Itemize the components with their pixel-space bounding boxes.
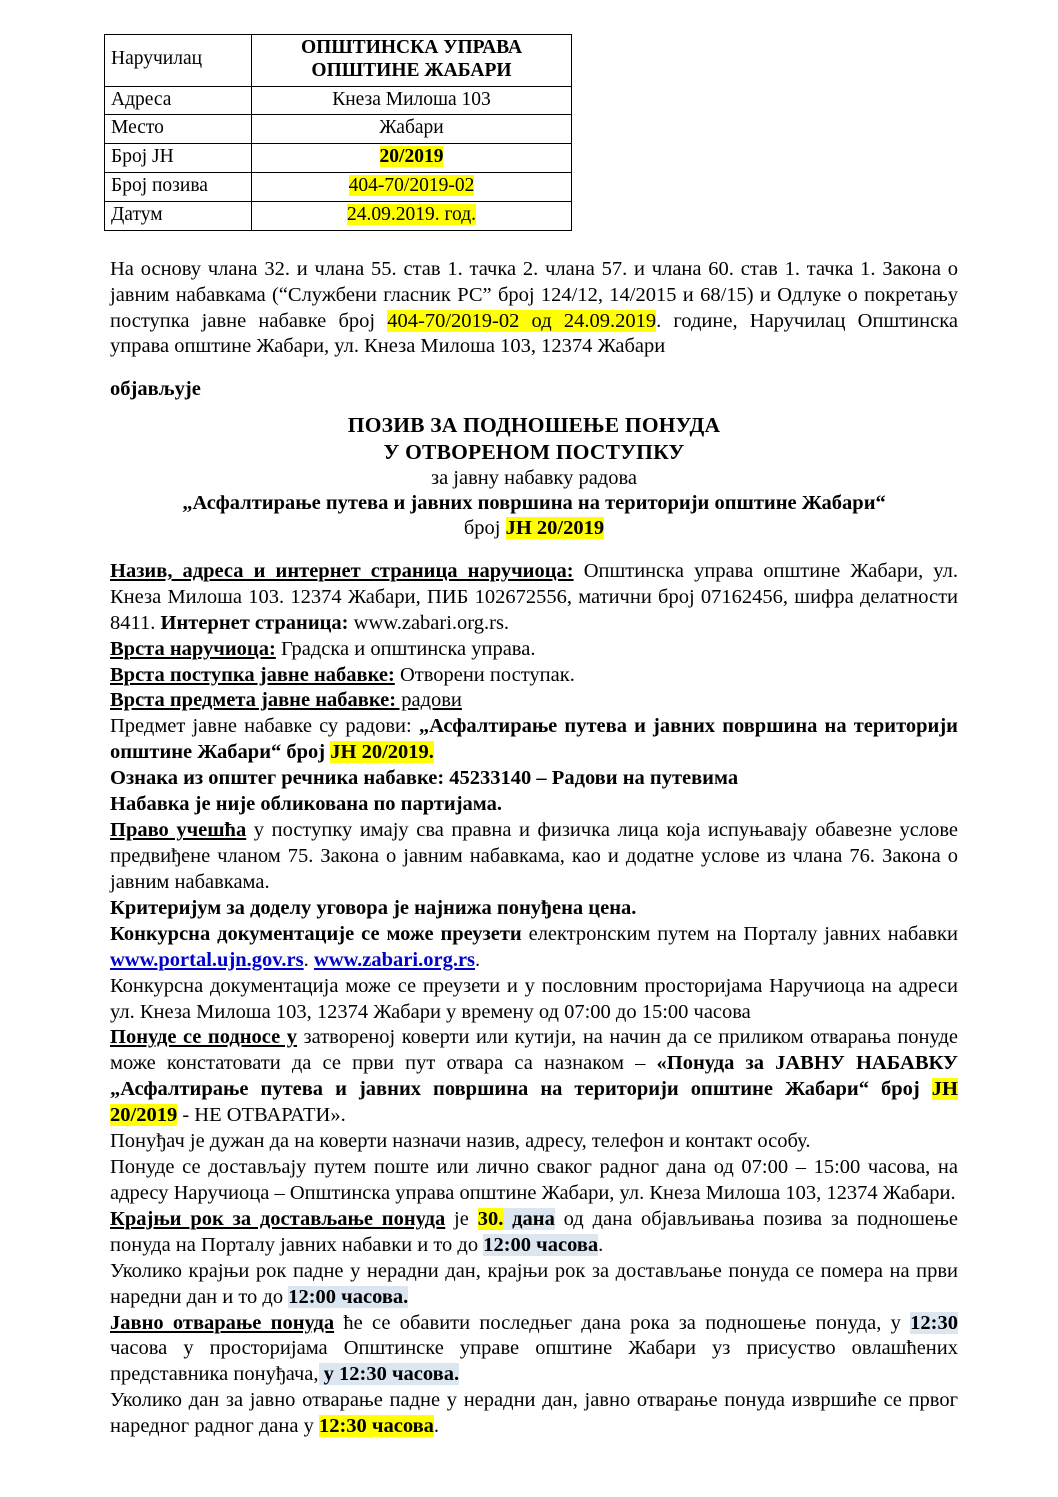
cell-value-datum <box>252 201 572 230</box>
label-ponude-se-podnose: Понуде се подносе у <box>110 1026 298 1049</box>
text-javno-otvaranje-2: часова у просторијама Општинске управе општине Жабари уз присуство овлашћених представника понуђача, <box>110 1337 958 1386</box>
notice-title-block <box>110 412 958 542</box>
text-konkursna-1: електронским путем на Порталу јавних набавки <box>521 922 958 945</box>
intro-text-part1: На основу члана 32. и члана 55. став 1. тачка 2. члана 57. и члана 60. став 1. тачка 1. Закона о јавним набавкама (“Службени гласник РС” број 124/12, 14/2015 и 68/15) и Одлуке о покретању поступка јавне набавке број <box>110 257 958 332</box>
text-ponude-envelope-label: «Понуда за ЈАВНУ НАБАВКУ „Асфалтирање путева и јавних површина на територији општине Жабари“ број <box>110 1052 958 1101</box>
label-vrsta-narucioca: Врста наручиоца: <box>110 637 276 660</box>
cell-label-mesto: Место <box>105 115 252 144</box>
section-neradni-dan-rok <box>110 1259 958 1311</box>
intro-text-part2: . године, Наручилац Општинска управа општине Жабари, ул. Кнеза Милоша 103, 12374 Жабари <box>110 309 958 358</box>
link-zabari-org[interactable]: www.zabari.org.rs <box>313 948 476 971</box>
text-predmet-prefix: Предмет јавне набавке су радови: <box>110 715 419 738</box>
text-konkursna-2: . <box>475 948 481 971</box>
label-javno-otvaranje: Јавно отварање понуда <box>110 1311 335 1334</box>
label-naziv-adresa: Назив, адреса и интернет страница наручиоца: <box>110 559 574 582</box>
text-krajnji-rok-2: од дана објављивања позива за подношење понуда на Порталу јавних набавки и то до <box>110 1207 959 1256</box>
section-vrsta-postupka <box>110 663 958 689</box>
highlight-ponude-jn-number: ЈН 20/2019 <box>110 1078 958 1127</box>
highlight-otvaranje-vreme-2: у 12:30 часова. <box>318 1363 460 1386</box>
text-internet-stranica: www.zabari.org.rs. <box>348 611 510 634</box>
text-vrsta-postupka: Отворени поступак. <box>394 663 575 686</box>
section-kriterijum: Критеријум за доделу уговора је најнижа понуђена цена. <box>110 896 637 919</box>
cell-label-broj-poziva: Број позива <box>105 173 252 202</box>
spacer <box>110 403 958 412</box>
cell-value-narucilac <box>252 35 572 87</box>
section-vrsta-narucioca <box>110 637 958 663</box>
text-javno-otvaranje-1: ће се обавити последњег дана рока за подношење понуда, у <box>334 1311 911 1334</box>
label-konkursna-dokumentacija: Конкурсна документације се може преузети <box>110 922 522 945</box>
narucilac-line-2: ОПШТИНЕ ЖАБАРИ <box>311 59 512 81</box>
cell-value-broj-poziva <box>252 173 572 202</box>
highlight-otvaranje-vreme-1: 12:30 <box>910 1311 958 1334</box>
title-number-highlight: ЈН 20/2019 <box>505 517 605 540</box>
text-predmet-name: „Асфалтирање путева и јавних површина на територији општине Жабари“ број <box>110 715 958 764</box>
title-line-4-procurement-name: „Асфалтирање путева и јавних површина на територији општине Жабари“ <box>182 492 886 515</box>
text-ponude-ne-otvarati: - НЕ ОТВАРАТИ». <box>177 1104 346 1127</box>
text-vrsta-predmeta: радови <box>396 689 462 712</box>
label-vrsta-postupka: Врста поступка јавне набавке: <box>110 663 395 686</box>
text-krajnji-rok-3: . <box>598 1233 604 1256</box>
text-naziv-adresa-1: Општинска управа општине Жабари, ул. Кнеза Милоша 103. 12374 Жабари, ПИБ 102672556, матични број 07162456, шифра делатности 8411. <box>110 559 958 634</box>
document-body <box>0 257 1058 1440</box>
cell-label-datum: Датум <box>105 201 252 230</box>
highlight-neradni-vreme: 12:00 часова. <box>288 1285 409 1308</box>
section-vrsta-predmeta <box>110 688 958 714</box>
highlight-javno-neradni-vreme: 12:30 часова <box>318 1415 434 1438</box>
text-vrsta-narucioca: Градска и општинска управа. <box>275 637 536 660</box>
spacer <box>110 360 958 377</box>
table-row <box>105 144 572 173</box>
highlight-predmet-number: ЈН 20/2019. <box>330 741 434 764</box>
text-ponude-1: затвореној коверти или кутији, на начин да се приликом отварања понуде може констатовати да се први пут отвара са назнаком – <box>110 1026 958 1075</box>
table-row <box>105 115 572 144</box>
spacer <box>110 542 958 559</box>
cell-value-mesto: Жабари <box>252 115 572 144</box>
title-line-5-number <box>110 516 958 541</box>
highlight-broj-poziva: 404-70/2019-02 <box>348 175 475 197</box>
table-row <box>105 86 572 115</box>
cell-label-adresa: Адреса <box>105 86 252 115</box>
table-row <box>105 35 572 87</box>
highlight-rok-vreme: 12:00 часова <box>483 1233 599 1256</box>
header-table-wrapper <box>0 0 1058 231</box>
section-konkursna-dokumentacija-online <box>110 922 958 974</box>
text-javno-neradni-1: Уколико дан за јавно отварање падне у нерадни дан, јавно отварање понуда извршиће се првог наредног радног дана у <box>110 1389 958 1438</box>
spacer <box>0 231 1058 257</box>
highlight-datum: 24.09.2019. год. <box>347 203 476 225</box>
highlight-rok-dana-word: дана <box>503 1207 555 1230</box>
section-ponudjac-koverta: Понуђач је дужан да на коверти назначи назив, адресу, телефон и контакт особу. <box>110 1130 811 1153</box>
label-pravo-ucesca: Право учешћа <box>110 819 247 842</box>
text-pravo-ucesca: у поступку имају сва правна и физичка лица која испуњавају обавезне услове предвиђене чланом 75. Закона о јавним набавкама, као и додатне услове из члана 76. Закона о јавним набавкама. <box>110 819 958 893</box>
intro-highlight-decision-number: 404-70/2019-02 од 24.09.2019 <box>387 309 657 332</box>
section-dostavljanje-ponuda: Понуде се достављају путем поште или лично сваког радног дана од 07:00 – 15:00 часова, на адресу Наручиоца – Општинска управа општине Жабари, ул. Кнеза Милоша 103, 12374 Жабари. <box>110 1156 958 1204</box>
section-javno-otvaranje-neradni <box>110 1388 958 1440</box>
section-konkursna-dokumentacija-office: Конкурсна документација може се преузети и у пословним просторијама Наручиоца на адреси ул. Кнеза Милоша 103, 12374 Жабари у времену од 07:00 до 15:00 часова <box>110 974 958 1023</box>
title-line-2: У ОТВОРЕНОМ ПОСТУПКУ <box>383 439 685 464</box>
section-pravo-ucesca <box>110 818 958 896</box>
section-oznaka-recnika: Ознака из општег речника набавке: 45233140 – Радови на путевима <box>110 767 739 790</box>
text-konkursna-sep: . <box>303 948 314 971</box>
link-portal-ujn[interactable]: www.portal.ujn.gov.rs <box>110 948 304 971</box>
cell-label-narucilac: Наручилац <box>105 35 252 87</box>
label-krajnji-rok: Крајњи рок за достављање понуда <box>110 1207 446 1230</box>
narucilac-line-1: ОПШТИНСКА УПРАВА <box>300 37 523 58</box>
section-ponude-se-podnose <box>110 1025 958 1129</box>
section-naziv-adresa <box>110 559 958 637</box>
highlight-broj-jn: 20/2019 <box>379 146 444 168</box>
text-javno-neradni-2: . <box>433 1415 440 1438</box>
title-line-1: ПОЗИВ ЗА ПОДНОШЕЊЕ ПОНУДА <box>347 413 721 438</box>
section-partije: Набавка је није обликована по партијама. <box>110 793 502 816</box>
cell-value-broj-jn <box>252 144 572 173</box>
table-row <box>105 201 572 230</box>
text-neradni-1: Уколико крајњи рок падне у нерадни дан, крајњи рок за достављање понуда се помера на први наредни дан и то до <box>110 1259 958 1308</box>
label-vrsta-predmeta: Врста предмета јавне набавке: <box>110 689 397 712</box>
title-line-3-subject: за јавну набавку радова <box>430 466 637 489</box>
section-krajnji-rok <box>110 1207 958 1259</box>
highlight-rok-dana-number: 30. <box>477 1207 504 1230</box>
section-javno-otvaranje <box>110 1311 958 1389</box>
objavljuje-label: објављује <box>110 378 201 401</box>
label-internet-stranica: Интернет страница: <box>160 611 349 634</box>
procurement-header-table <box>104 34 572 231</box>
intro-paragraph <box>110 257 958 361</box>
text-krajnji-rok-1: је <box>445 1207 478 1230</box>
cell-label-broj-jn: Број ЈН <box>105 144 252 173</box>
cell-value-adresa: Кнеза Милоша 103 <box>252 86 572 115</box>
title-number-prefix: број <box>463 517 506 540</box>
section-predmet-nabavke <box>110 714 958 766</box>
table-row <box>105 173 572 202</box>
